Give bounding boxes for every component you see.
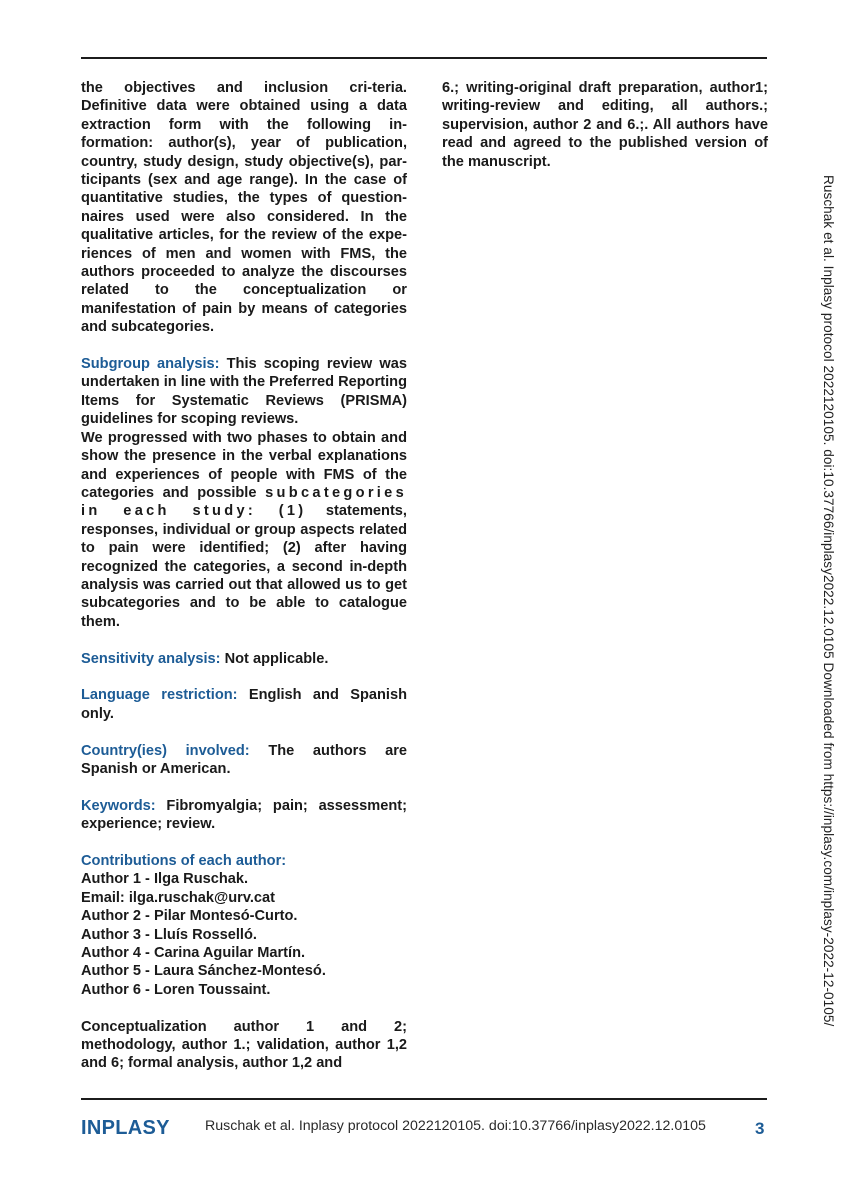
methods-paragraph: the objectives and inclusion cri-teria. Definitive data were obtained using a data extraction form with the following in-formation: author(s), year of publication, country, study design, study objective(s), par-ticipants (sex and age range). In the case of quantitative studies, the types of question-naires used were also considered. In the qualitative articles, for the review of the expe-riences of men and women with FMS, the authors proceeded to analyze the discourses related to the conceptualization or manifestation of pain by means of categories and subcategories. — [81, 80, 407, 336]
keywords-section — [81, 797, 407, 834]
side-note-text: Ruschak et al. Inplasy protocol 2022120105. doi:10.37766/inplasy2022.12.0105 Downloaded from https://inplasy.com/inplasy-2022-12-0105/ — [821, 175, 836, 1027]
bottom-rule — [81, 1098, 767, 1100]
subgroup-section — [81, 355, 407, 429]
author-line: Author 3 - Lluís Rosselló. — [81, 926, 257, 943]
phases-paragraph — [81, 429, 407, 631]
subgroup-heading: Subgroup analysis: — [81, 356, 220, 373]
country-section — [81, 742, 407, 779]
country-text: The authors are Spanish or American. — [81, 742, 408, 777]
footer-citation: Ruschak et al. Inplasy protocol 2022120105. doi:10.37766/inplasy2022.12.0105 — [205, 1118, 706, 1134]
author-email: Email: ilga.ruschak@urv.cat — [81, 889, 276, 906]
contributions-section — [81, 852, 407, 999]
language-section — [81, 686, 407, 723]
language-heading: Language restriction: — [81, 687, 238, 704]
keywords-heading: Keywords: — [81, 797, 156, 814]
author-line: Author 2 - Pilar Montesó-Curto. — [81, 908, 298, 925]
sensitivity-text: Not applicable. — [224, 650, 329, 667]
side-download-note — [820, 175, 840, 1075]
inplasy-logo: INPLASY — [81, 1117, 170, 1139]
author-line: Author 5 - Laura Sánchez-Montesó. — [81, 963, 326, 980]
page-number: 3 — [755, 1119, 765, 1138]
sensitivity-heading: Sensitivity analysis: — [81, 650, 221, 667]
phases-text-spaced: subcategories in each study: (1) — [81, 484, 407, 520]
author-line: Author 6 - Loren Toussaint. — [81, 981, 271, 998]
author-line: Author 1 - Ilga Ruschak. — [81, 871, 249, 888]
country-heading: Country(ies) involved: — [81, 742, 250, 759]
subgroup-text: This scoping review was undertaken in line with the Preferred Reporting Items for Systematic Reviews (PRISMA) guidelines for scoping reviews. — [81, 356, 407, 428]
keywords-text: Fibromyalgia; pain; assessment; experience; review. — [81, 797, 407, 833]
language-text: English and Spanish only. — [81, 687, 407, 722]
phases-text-a: We progressed with two phases to obtain and show the presence in the verbal explanations and experiences of people with FMS of the categories and possible — [81, 429, 407, 501]
left-column — [81, 79, 407, 1091]
author-line: Author 4 - Carina Aguilar Martín. — [81, 945, 306, 961]
conceptualization-paragraph: Conceptualization author 1 and 2; methodology, author 1.; validation, author 1,2 and 6; formal analysis, author 1,2 and — [81, 1018, 407, 1072]
sensitivity-section — [81, 650, 407, 668]
contributions-heading: Contributions of each author: — [81, 852, 287, 869]
phases-text-b: statements, responses, individual or group aspects related to pain were identified; (2) after having recognized the categories, a second in-depth analysis was carried out that allowed us to get subcategories and to be able to catalogue them. — [81, 503, 407, 630]
credit-continuation: 6.; writing-original draft preparation, author1; writing-review and editing, all authors.; supervision, author 2 and 6.;. All authors have read and agreed to the published version of the manuscript. — [442, 80, 768, 170]
right-column — [442, 79, 768, 189]
top-rule — [81, 57, 767, 59]
